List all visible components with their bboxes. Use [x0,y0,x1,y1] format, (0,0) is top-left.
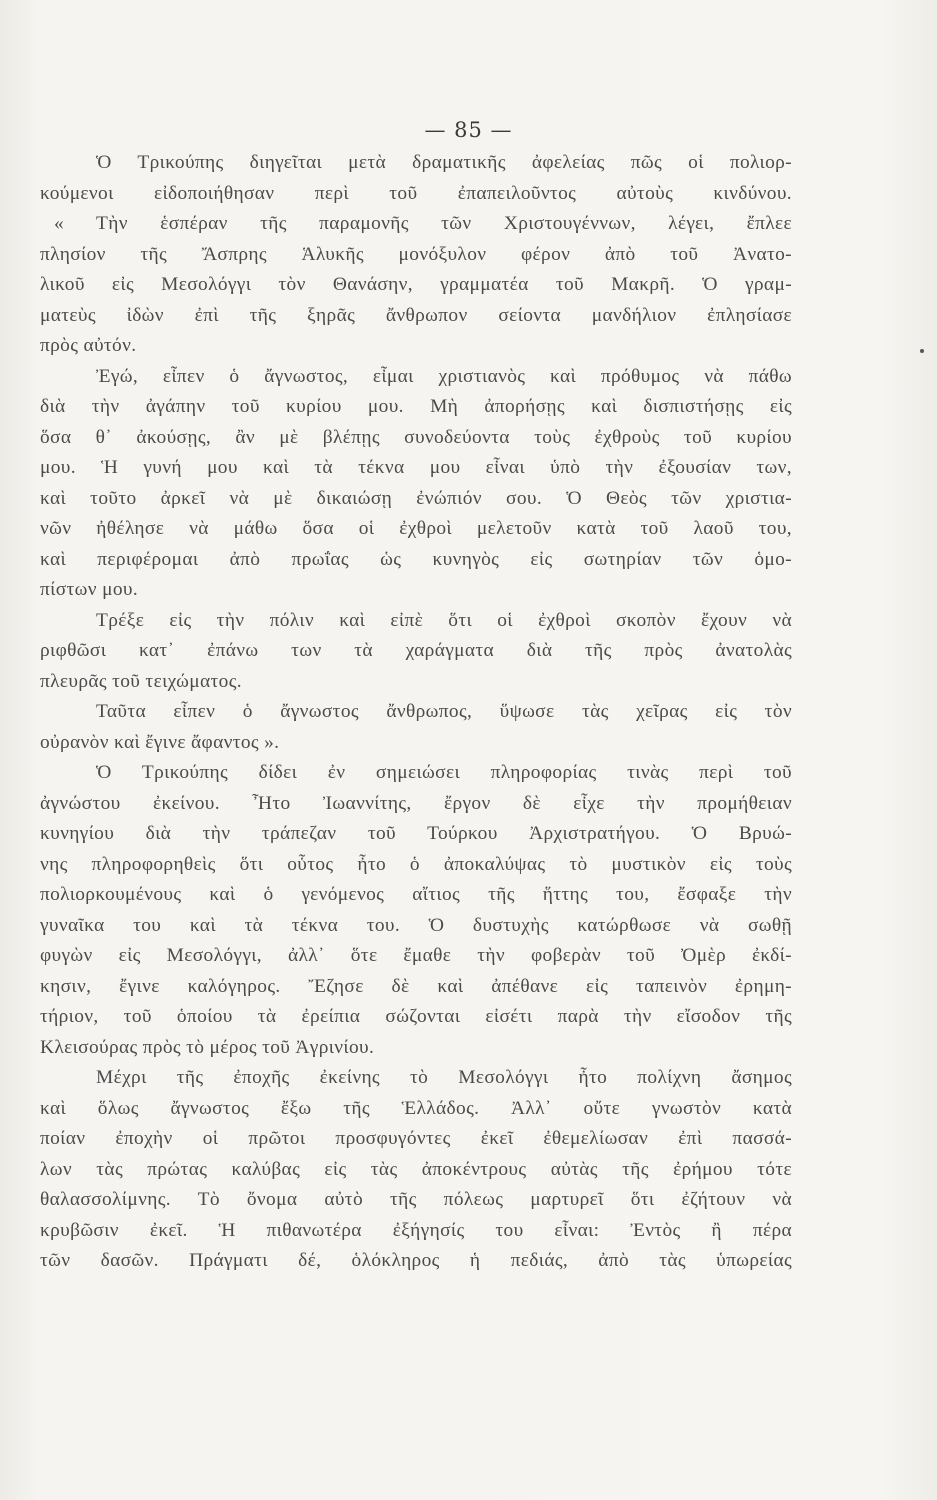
text-line: νης πληροφορηθεὶς ὅτι οὗτος ἦτο ὁ ἀποκαλύψας τὸ μυστικὸν εἰς τοὺς [40,853,792,875]
text-line: « Τὴν ἑσπέραν τῆς παραμονῆς τῶν Χριστουγέννων, λέγει, ἔπλεε [54,213,792,234]
page-number: — 85 — [424,118,513,142]
text-line: καὶ περιφέρομαι ἀπὸ πρωΐας ὡς κυνηγὸς εἰς σωτηρίαν τῶν ὁμο- [40,548,792,570]
text-line: Ταῦτα εἶπεν ὁ ἄγνωστος ἄνθρωπος, ὕψωσε τὰς χεῖρας εἰς τὸν [96,701,792,722]
text-line: ἀγνώστου ἐκείνου. Ἦτο Ἰωαννίτης, ἔργον δὲ εἶχε τὴν προμήθειαν [40,792,792,814]
text-line: πολιορκουμένους καὶ ὁ γενόμενος αἴτιος τῆς ἥττης του, ἔσφαξε τὴν [40,884,792,905]
text-line: λων τὰς πρώτας καλύβας εἰς τὰς ἀποκέντρους αὐτὰς τῆς ἐρήμου τότε [40,1158,792,1180]
text-line: πρὸς αὐτόν. [40,335,137,356]
text-line: θαλασσολίμνης. Τὸ ὄνομα αὐτὸ τῆς πόλεως μαρτυρεῖ ὅτι ἐζήτουν νὰ [40,1189,792,1210]
text-line: Τρέξε εἰς τὴν πόλιν καὶ εἰπὲ ὅτι οἱ ἐχθροὶ σκοπὸν ἔχουν νὰ [96,609,792,631]
text-line: Ὁ Τρικούπης δίδει ἐν σημειώσει πληροφορίας τινὰς περὶ τοῦ [96,762,792,783]
text-line: ριφθῶσι κατ᾽ ἐπάνω των τὰ χαράγματα διὰ τῆς πρὸς ἀνατολὰς [40,640,792,661]
text-line: κούμενοι εἰδοποιήθησαν περὶ τοῦ ἐπαπειλοῦντος αὐτοὺς κινδύνου. [40,182,792,204]
text-line: Μέχρι τῆς ἐποχῆς ἐκείνης τὸ Μεσολόγγι ἦτο πολίχνη ἄσημος [96,1067,792,1088]
text-line: διὰ τὴν ἀγάπην τοῦ κυρίου μου. Μὴ ἀπορήσῃς καὶ δισπιστήσῃς εἰς [40,396,792,417]
text-line: πλευρᾶς τοῦ τειχώματος. [40,670,242,692]
body-text [40,148,792,1277]
text-line: λικοῦ εἰς Μεσολόγγι τὸν Θανάσην, γραμματέα τοῦ Μακρῆ. Ὁ γραμ- [40,274,792,295]
text-line: καὶ ὅλως ἄγνωστος ἔξω τῆς Ἑλλάδος. Ἀλλ᾽ οὔτε γνωστὸν κατὰ [40,1097,792,1119]
text-line: κησιν, ἔγινε καλόγηρος. Ἔζησε δὲ καὶ ἀπέθανε εἰς ταπεινὸν ἐρημη- [40,975,792,997]
text-line: πλησίον τῆς Ἄσπρης Ἁλυκῆς μονόξυλον φέρον ἀπὸ τοῦ Ἀνατο- [40,243,792,265]
text-line: ματεὺς ἰδὼν ἐπὶ τῆς ξηρᾶς ἄνθρωπον σείοντα μανδήλιον ἐπλησίασε [40,304,792,326]
text-line: τήριον, τοῦ ὁποίου τὰ ἐρείπια σώζονται εἰσέτι παρὰ τὴν εἴσοδον τῆς [40,1006,792,1027]
text-line: τῶν δασῶν. Πράγματι δέ, ὁλόκληρος ἡ πεδιάς, ἀπὸ τὰς ὑπωρείας [40,1250,792,1271]
text-line: πίστων μου. [40,579,139,600]
text-line: Ὁ Τρικούπης διηγεῖται μετὰ δραματικῆς ἀφελείας πῶς οἱ πολιορ- [96,152,792,173]
text-line: οὐρανὸν καὶ ἔγινε ἄφαντος ». [40,731,280,753]
text-line: φυγὼν εἰς Μεσολόγγι, ἀλλ᾽ ὅτε ἔμαθε τὴν φοβερὰν τοῦ Ὀμὲρ ἐκδί- [40,945,792,966]
text-line: Ἐγώ, εἶπεν ὁ ἄγνωστος, εἶμαι χριστιανὸς καὶ πρόθυμος νὰ πάθω [96,365,792,387]
text-line: ὅσα θ᾽ ἀκούσῃς, ἂν μὲ βλέπῃς συνοδεύοντα τοὺς ἐχθροὺς τοῦ κυρίου [40,426,792,448]
text-line: Κλεισούρας πρὸς τὸ μέρος τοῦ Ἀγρινίου. [40,1036,375,1058]
text-line: μου. Ἡ γυνή μου καὶ τὰ τέκνα μου εἶναι ὑπὸ τὴν ἐξουσίαν των, [40,457,792,478]
margin-mark [920,349,924,353]
text-line: νῶν ἠθέλησε νὰ μάθω ὅσα οἱ ἐχθροὶ μελετοῦν κατὰ τοῦ λαοῦ του, [40,518,792,539]
text-line: καὶ τοῦτο ἀρκεῖ νὰ μὲ δικαιώσῃ ἐνώπιόν σου. Ὁ Θεὸς τῶν χριστια- [40,487,792,509]
text-line: ποίαν ἐποχὴν οἱ πρῶτοι προσφυγόντες ἐκεῖ ἐθεμελίωσαν ἐπὶ πασσά- [40,1128,792,1149]
text-line: κυνηγίου διὰ τὴν τράπεζαν τοῦ Τούρκου Ἀρχιστρατήγου. Ὁ Βρυώ- [40,823,792,844]
text-line: κρυβῶσιν ἐκεῖ. Ἡ πιθανωτέρα ἐξήγησίς του εἶναι: Ἐντὸς ἢ πέρα [40,1219,792,1241]
text-line: γυναῖκα του καὶ τὰ τέκνα του. Ὁ δυστυχὴς κατώρθωσε νὰ σωθῇ [40,914,792,936]
